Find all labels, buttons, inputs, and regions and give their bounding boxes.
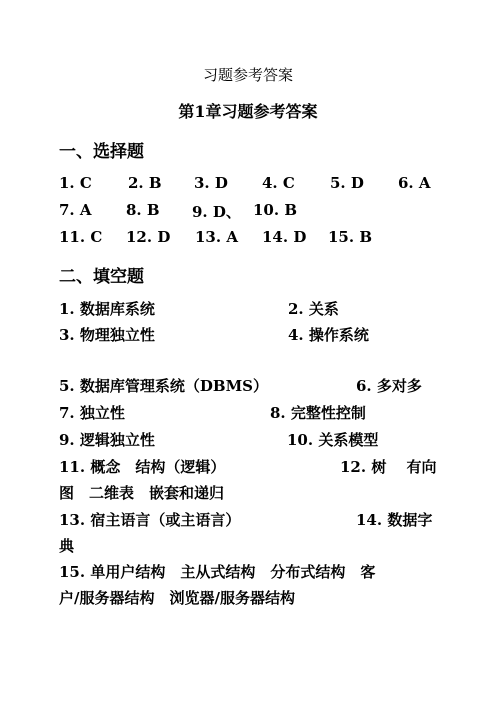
choice-answer: 8. B xyxy=(126,201,160,219)
chapter-title: 第1章习题参考答案 xyxy=(178,102,318,121)
document-title: 习题参考答案 xyxy=(202,66,293,84)
choice-answer: 7. A xyxy=(59,201,92,219)
fill-answer: 8. 完整性控制 xyxy=(270,404,366,422)
fill-answer: 12. 树 有向 xyxy=(340,458,437,476)
choice-answer: 10. B xyxy=(253,201,297,219)
choice-answer: 6. A xyxy=(398,174,431,192)
choice-answer: 11. C xyxy=(59,228,103,246)
fill-answer-continued: 户/服务器结构 浏览器/服务器结构 xyxy=(59,589,295,607)
fill-answer: 6. 多对多 xyxy=(356,377,422,395)
choice-answer: 1. C xyxy=(59,174,92,192)
fill-answer: 13. 宿主语言（或主语言） xyxy=(59,511,241,529)
fill-answer: 15. 单用户结构 主从式结构 分布式结构 客 xyxy=(59,563,376,581)
fill-answer: 14. 数据字 xyxy=(356,511,433,529)
fill-answer: 3. 物理独立性 xyxy=(59,326,155,344)
fill-answer: 10. 关系模型 xyxy=(287,431,379,449)
fill-answer: 5. 数据库管理系统（DBMS） xyxy=(59,377,269,395)
fill-answer: 7. 独立性 xyxy=(59,404,125,422)
fill-answer: 11. 概念 结构（逻辑） xyxy=(59,458,226,476)
choice-answer: 4. C xyxy=(262,174,295,192)
fill-answer: 9. 逻辑独立性 xyxy=(59,431,155,449)
choice-answer: 3. D xyxy=(194,174,228,192)
section-heading-fill: 二、填空题 xyxy=(59,267,144,287)
fill-answer: 2. 关系 xyxy=(288,300,339,318)
fill-answer: 1. 数据库系统 xyxy=(59,300,155,318)
choice-answer: 15. B xyxy=(328,228,372,246)
fill-answer: 4. 操作系统 xyxy=(288,326,369,344)
choice-answer: 14. D xyxy=(262,228,307,246)
choice-answer: 12. D xyxy=(126,228,171,246)
choice-answer: 5. D xyxy=(330,174,364,192)
choice-answer: 9. D、 xyxy=(192,203,241,221)
section-heading-choice: 一、选择题 xyxy=(59,142,144,162)
choice-answer: 13. A xyxy=(195,228,238,246)
fill-answer-continued: 典 xyxy=(59,537,75,555)
choice-answer: 2. B xyxy=(128,174,162,192)
fill-answer-continued: 图 二维表 嵌套和递归 xyxy=(59,484,225,502)
